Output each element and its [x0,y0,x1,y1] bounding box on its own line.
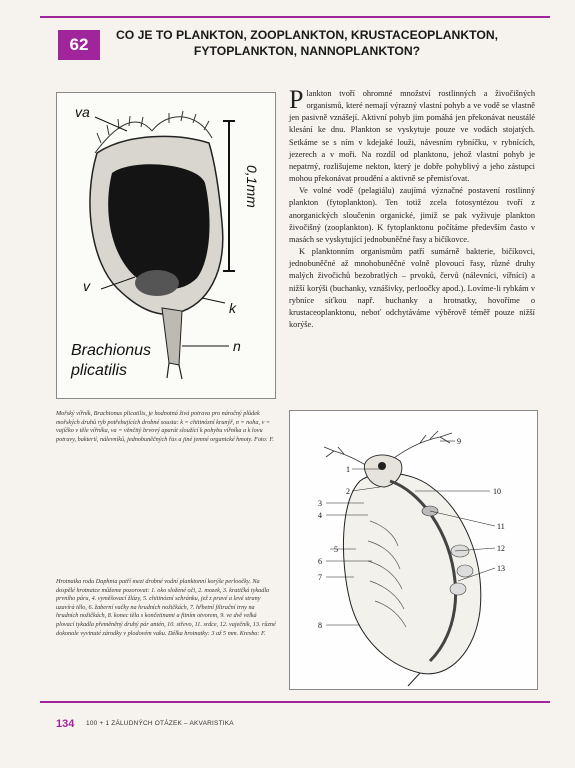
label-va: va [75,104,90,120]
drop-cap: P [289,85,304,114]
label-6: 6 [318,557,322,566]
main-article-text [289,85,535,331]
egg-shape [135,270,179,296]
running-title: 100 + 1 ZÁLUDNÝCH OTÁZEK – AKVARISTIKA [86,720,234,727]
label-2: 2 [346,487,350,496]
paragraph-1 [289,85,535,185]
daphnia-caption: Hrotnatka rodu Daphnia patří mezi drobné vodní planktonní korýše perloočky. Na dospělé hrotnatce můžeme pozorovat: 1. oko složené oči, 2. mozek, 3. kratičká tykadla prvního páru, 4. vyměšovací žlázy, 5. chitinózní schránku, jež z pravé a levé strany uzavírá tělo, 6. žaberní vačky na hrudních nožičkách, 7. hřbetní filtrační trny na hrudních nožičkách, 8. konec těla s končetinami a fitním otvorem, 9. ve dvě velká plovací tykadla přeměněný druhý pár antén, 10. střevo, 11. srdce, 12. vaječník, 13. různé dokonale vyvinuté zárodky v plodovém vaku. Délka hrotnatky: 3 až 5 mm. Kresba: F. [56,578,276,637]
label-10: 10 [493,487,501,496]
label-13: 13 [497,564,505,573]
species-name-line2: plicatilis [71,362,128,379]
species-name-line1: Brachionus [71,342,152,359]
paragraph-3: K planktonním organismům patří sumárně bakterie, bičíkovci, jednobuněčné až mnohobuněčné volně plovoucí řasy, různé druhy malých živočichů bezobratlých – prvoků, červů (nálevníci, vířníci) a nižší korýši (buchanky, vznášivky, perloočky apod.). Lovíme-li rybkám v rybníce síťkou např. buchanky a hrotnatky, hovoříme o krustaceoplanktonu, neboť odchytáváme výběrově téměř pouze nižší korýše. [289,247,535,329]
label-12: 12 [497,544,505,553]
label-7: 7 [318,573,322,582]
label-1: 1 [346,465,350,474]
label-n: n [233,338,241,354]
footer-rule [40,701,550,703]
label-5: 5 [334,545,338,554]
paragraph-2: Ve volné vodě (pelagiálu) zaujímá význačné postavení rostlinný plankton (fytoplankton). Ten totiž zcela fotosyntézou tvoří z anorganických sloučenin organické, jimiž se pak vyživuje plankton živočišný (zooplankton). K fytoplanktonu počítáme především často v masách se vyskytující jednobuněčné řasy a bičíkovce. [289,186,535,244]
page-number: 134 [56,718,75,730]
label-v: v [83,278,90,294]
scale-label: 0,1mm [244,165,260,208]
rotifer-caption: Mořský vířník, Brachionus plicatilis, je hodnotná živá potrava pro náročný plůdek mořských druhů ryb potřebujících drobné sousta: k = chitinózní krunýř, n = noha, v = vajíčko v těle vířníka, va = věnčitý brvový aparát sloužící k pohybu vířníka a k lovu potravy, bakterií, nálevníků, jednobuněčných řas a jiné jemné organické hmoty. Foto: F. [56,410,274,443]
label-9: 9 [457,437,461,446]
label-3: 3 [318,499,322,508]
label-4: 4 [318,511,322,520]
daphnia-drawing [289,410,538,690]
label-8: 8 [318,621,322,630]
paragraph-1-text: lankton tvoří ohromné množství rostlinných a živočišných organismů, které nemají výrazný vlastní pohyb a ve vodě se vlastně jen pasivně vznášejí. Aktivní pohyb jim pomáhá jen překonávat neustálé klesání ke dnu. Plankton se vyskytuje pouze ve vodách stojatých. Setkáme se s ním v kdejaké louži, návesním rybníčku, v rybnících, jezerech a v moři. Na rozdíl od planktonu, jehož vlastní pohyb je nepatrný, rozlišujeme nekton, který je dobře pohyblivý a jeho zástupci mohou překonávat proudění a aktivně se přemisťovat. [289,89,535,184]
header-rule [40,16,550,18]
rotifer-photo [56,92,276,399]
question-number-badge: 62 [58,30,100,60]
rotifer-illustration [57,93,275,398]
daphnia-illustration [290,411,537,689]
label-11: 11 [497,522,505,531]
label-k: k [229,300,236,316]
page-title: CO JE TO PLANKTON, ZOOPLANKTON, KRUSTACEOPLANKTON, FYTOPLANKTON, NANNOPLANKTON? [115,28,499,58]
